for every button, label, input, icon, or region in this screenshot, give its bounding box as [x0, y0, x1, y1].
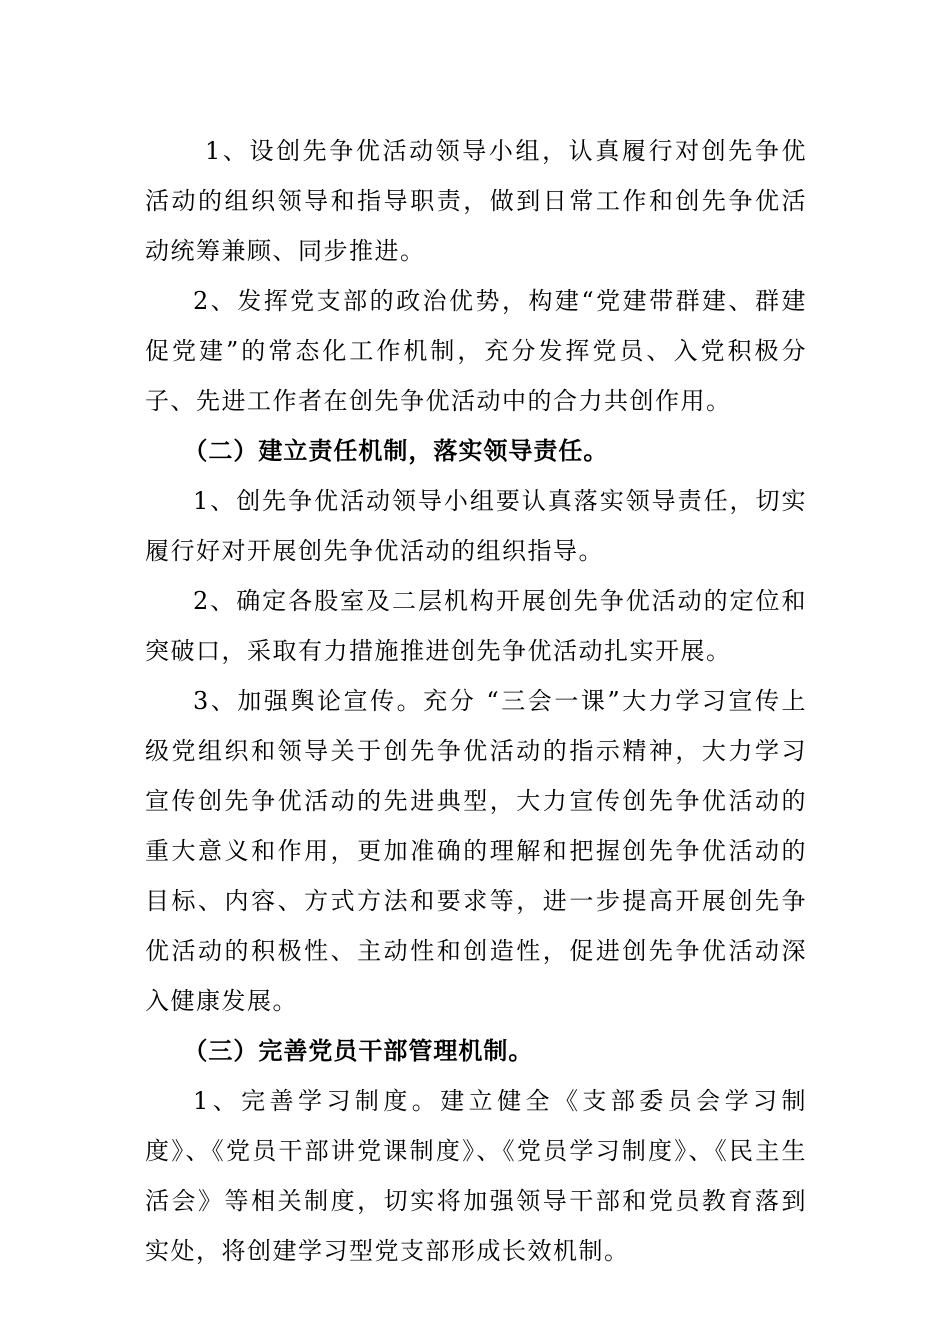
- paragraph-leadership-duty: 1、创先争优活动领导小组要认真落实领导责任，切实履行好对开展创先争优活动的组织指导。: [145, 487, 807, 565]
- paragraph-publicity: 3、加强舆论宣传。充分 “三会一课”大力学习宣传上级党组织和领导关于创先争优活动的指示精神，大力学习宣传创先争优活动的先进典型，大力宣传创先争优活动的重大意义和作用，更加准确的理解和把握创先争优活动的目标、内容、方式方法和要求等，进一步提高开展创先争优活动的积极性、主动性和创造性，促进创先争优活动深入健康发展。: [145, 687, 807, 1015]
- paragraph-party-branch: 2、发挥党支部的政治优势，构建“党建带群建、群建促党建”的常态化工作机制，充分发挥党员、入党积极分子、先进工作者在创先争优活动中的合力共创作用。: [145, 287, 807, 415]
- paragraph-positioning: 2、确定各股室及二层机构开展创先争优活动的定位和突破口，采取有力措施推进创先争优活动扎实开展。: [145, 587, 807, 665]
- section-heading-responsibility: （二）建立责任机制，落实领导责任。: [183, 437, 609, 465]
- document-body: [145, 126, 807, 1276]
- paragraph-leading-group: 1、设创先争优活动领导小组，认真履行对创先争优活动的组织领导和指导职责，做到日常工作和创先争优活动统筹兼顾、同步推进。: [145, 137, 807, 265]
- section-heading-cadre-management: （三）完善党员干部管理机制。: [183, 1037, 534, 1065]
- paragraph-study-system: 1、完善学习制度。建立健全《支部委员会学习制度》、《党员干部讲党课制度》、《党员学习制度》、《民主生活会》等相关制度，切实将加强领导干部和党员教育落到实处，将创建学习型党支部形成长效机制。: [145, 1087, 807, 1265]
